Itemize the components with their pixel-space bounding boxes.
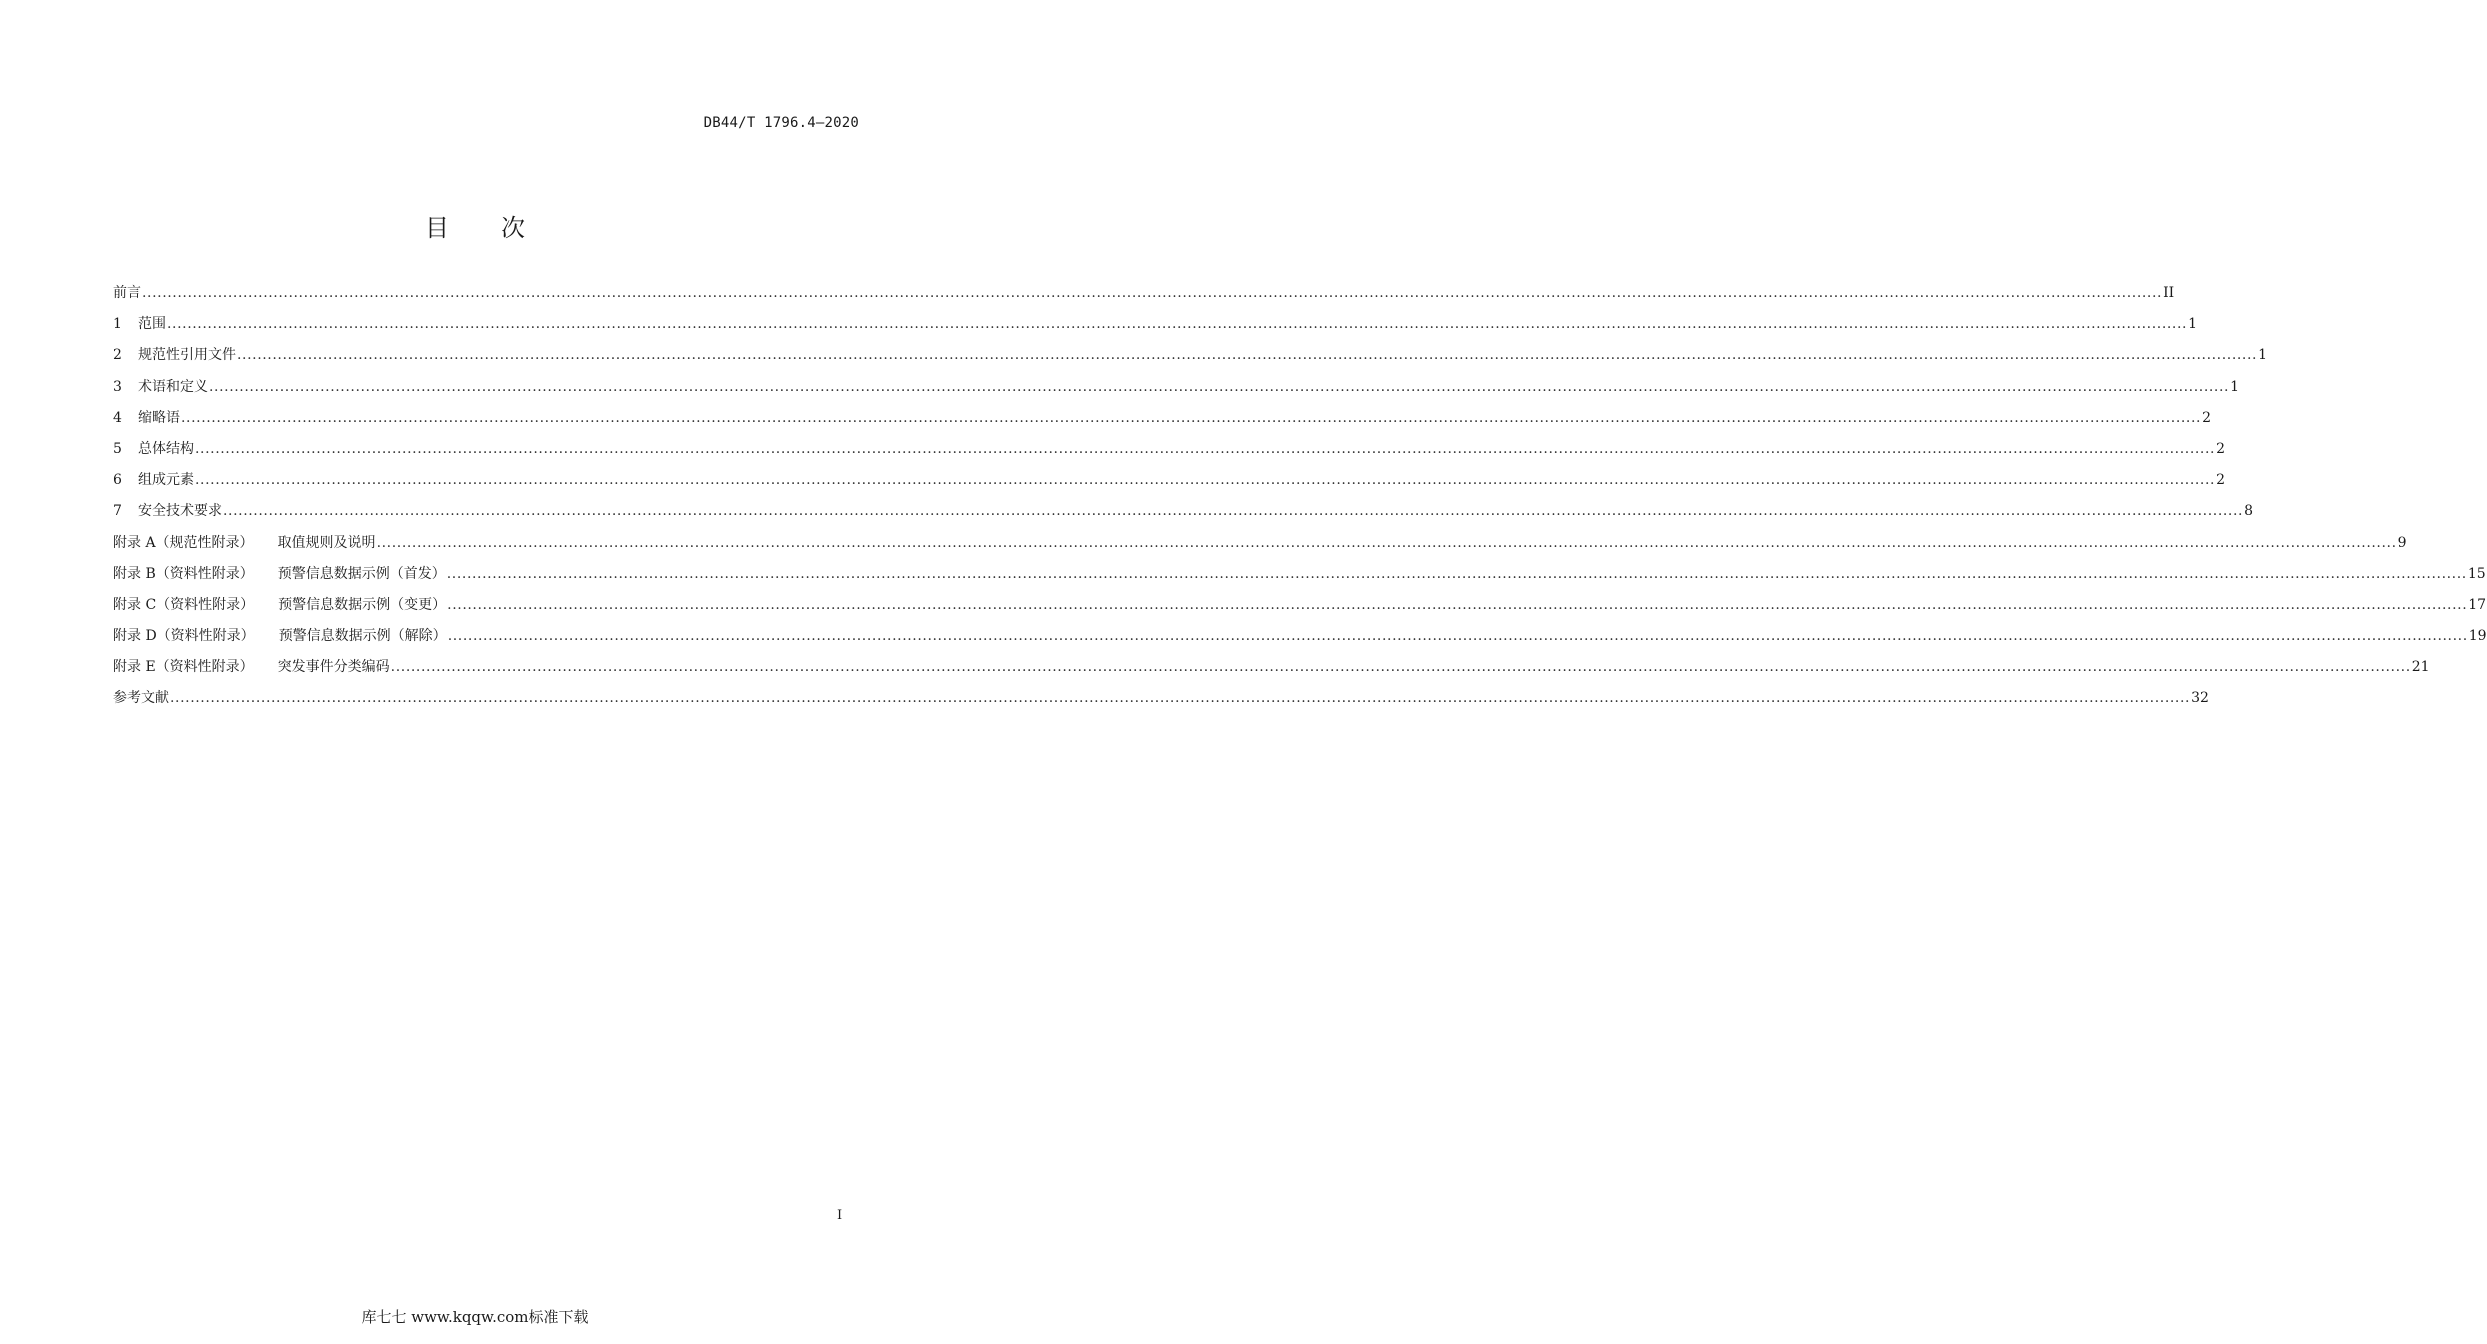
toc-dot-leader: ................................................................................................................................................................................................................................................................................................................................................................................................................: [195, 440, 2216, 457]
toc-entry[interactable]: [113, 687, 2209, 718]
page-title: [0, 208, 950, 243]
toc-dot-leader: ................................................................................................................................................................................................................................................................................................................................................................................................................: [170, 690, 2191, 707]
toc-entry-page: 19: [2468, 628, 2487, 645]
toc-entry-page: 15: [2467, 565, 2486, 582]
toc-dot-leader: ................................................................................................................................................................................................................................................................................................................................................................................................................: [181, 409, 2202, 426]
toc-entry[interactable]: [113, 438, 2225, 469]
toc-entry-page: 1: [2188, 316, 2197, 333]
toc-entry-label: 安全技术要求: [138, 503, 222, 520]
toc-dot-leader: ................................................................................................................................................................................................................................................................................................................................................................................................................: [447, 628, 2468, 645]
toc-entry-page: 9: [2397, 534, 2407, 551]
toc-entry-number: 2: [113, 347, 122, 364]
toc-entry[interactable]: [113, 563, 2486, 594]
toc-dot-leader: ................................................................................................................................................................................................................................................................................................................................................................................................................: [376, 534, 2397, 551]
toc-entry[interactable]: [113, 313, 2197, 344]
toc-entry-label: 规范性引用文件: [138, 347, 236, 364]
toc-entry-label: 前言: [113, 285, 141, 301]
toc-entry[interactable]: [113, 625, 2487, 656]
toc-entry-number: 3: [113, 378, 122, 395]
toc-entry-label: 附录 C（资料性附录）: [113, 596, 255, 613]
toc-entry-subtitle: 取值规则及说明: [277, 534, 376, 551]
page-number: I: [837, 1208, 843, 1223]
toc-dot-leader: ................................................................................................................................................................................................................................................................................................................................................................................................................: [447, 596, 2468, 613]
toc-entry-number: 1: [113, 316, 122, 333]
toc-entry[interactable]: [113, 656, 2430, 687]
toc-entry-subtitle: 突发事件分类编码: [277, 659, 390, 676]
toc-dot-leader: ................................................................................................................................................................................................................................................................................................................................................................................................................: [446, 565, 2467, 582]
toc-entry-page: II: [2163, 285, 2175, 301]
toc-entry-label: 参考文献: [113, 690, 169, 707]
toc-entry-label: 范围: [138, 316, 166, 333]
toc-entry-label: 附录 B（资料性附录）: [113, 565, 254, 582]
toc-entry-page: 2: [2216, 472, 2225, 489]
toc-entry-page: 21: [2411, 659, 2430, 676]
toc-entry[interactable]: [113, 594, 2487, 625]
toc-entry-page: 17: [2468, 596, 2487, 613]
toc-entry-label: 附录 A（规范性附录）: [113, 534, 254, 551]
standard-number: DB44/T 1796.4—2020: [703, 115, 859, 131]
toc-entry-subtitle: 预警信息数据示例（首发）: [277, 565, 446, 582]
toc-dot-leader: ................................................................................................................................................................................................................................................................................................................................................................................................................: [142, 285, 2163, 301]
toc-entry[interactable]: [113, 500, 2253, 531]
toc-dot-leader: ................................................................................................................................................................................................................................................................................................................................................................................................................: [390, 659, 2411, 676]
toc-entry-label: 附录 E（资料性附录）: [113, 659, 254, 676]
toc-entry-subtitle: 预警信息数据示例（解除）: [278, 628, 447, 645]
toc-entry[interactable]: [113, 407, 2211, 438]
toc-entry-label: 附录 D（资料性附录）: [113, 628, 255, 645]
toc-entry[interactable]: [113, 376, 2239, 407]
footer-watermark: 库七七 www.kqqw.com标准下载: [361, 1308, 589, 1326]
toc-entry-number: 5: [113, 440, 122, 457]
toc-dot-leader: ................................................................................................................................................................................................................................................................................................................................................................................................................: [209, 378, 2230, 395]
toc-entry-subtitle: 预警信息数据示例（变更）: [278, 596, 447, 613]
toc-entry-label: 缩略语: [138, 409, 180, 426]
toc-entry-page: 32: [2191, 690, 2209, 707]
toc-entry-page: 2: [2216, 440, 2225, 457]
toc-entry-number: 4: [113, 409, 122, 426]
toc-entry-number: 6: [113, 472, 122, 489]
toc-entry[interactable]: [113, 344, 2267, 375]
toc-dot-leader: ................................................................................................................................................................................................................................................................................................................................................................................................................: [167, 316, 2188, 333]
toc-dot-leader: ................................................................................................................................................................................................................................................................................................................................................................................................................: [223, 503, 2244, 520]
toc-entry-number: 7: [113, 503, 122, 520]
toc-entry-page: 2: [2202, 409, 2211, 426]
toc-entry-page: 1: [2230, 378, 2239, 395]
toc-entry-label: 总体结构: [138, 440, 194, 457]
toc-entry-label: 术语和定义: [138, 378, 208, 395]
title-part-2: 次: [501, 214, 525, 242]
title-part-1: 目: [425, 214, 449, 242]
toc-entry-label: 组成元素: [138, 472, 194, 489]
toc-dot-leader: ................................................................................................................................................................................................................................................................................................................................................................................................................: [195, 472, 2216, 489]
toc-entry[interactable]: [113, 282, 2175, 313]
toc-entry-page: 1: [2258, 347, 2267, 364]
toc-entry[interactable]: [113, 532, 2407, 563]
toc-entry[interactable]: [113, 469, 2225, 500]
toc-dot-leader: ................................................................................................................................................................................................................................................................................................................................................................................................................: [237, 347, 2258, 364]
toc-entry-page: 8: [2244, 503, 2253, 520]
table-of-contents: [113, 282, 2487, 719]
